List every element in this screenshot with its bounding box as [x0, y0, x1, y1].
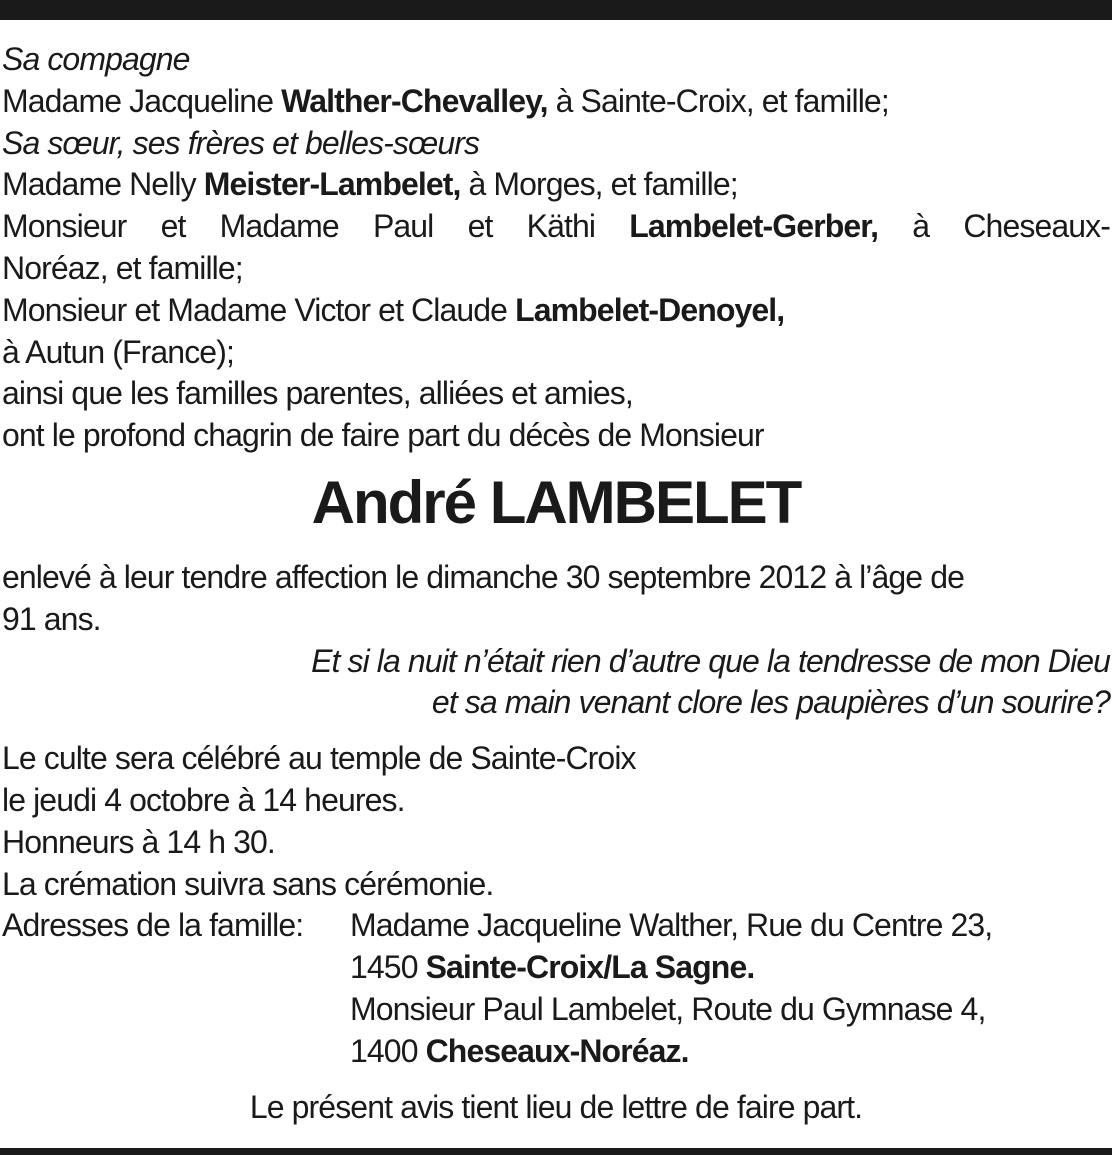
relation-heading: Sa sœur, ses frères et belles-sœurs [2, 124, 480, 161]
announcement-line: ont le profond chagrin de faire part du décès de Monsieur [2, 417, 764, 454]
obituary-notice [2, 39, 1110, 1128]
family-line: Noréaz, et famille; [2, 249, 243, 286]
address-row [2, 1031, 1110, 1073]
death-line: 91 ans. [2, 600, 101, 637]
quote-line: Et si la nuit n’était rien d’autre que la tendresse de mon Dieu [311, 642, 1110, 679]
addresses-label: Adresses de la famille: [2, 907, 304, 944]
text: Monsieur et Madame Paul et Käthi [2, 208, 630, 245]
family-surname: Walther-Chevalley, [281, 82, 548, 119]
service-line: le jeudi 4 octobre à 14 heures. [2, 781, 405, 818]
family-line [2, 290, 1110, 332]
relation-heading: Sa compagne [2, 41, 190, 77]
address-row [2, 947, 1110, 989]
family-surname: Lambelet-Gerber, [629, 208, 879, 245]
death-line: enlevé à leur tendre affection le dimanche 30 septembre 2012 à l’âge de [2, 558, 964, 595]
bottom-rule [0, 1148, 1112, 1155]
city: Cheseaux-Noréaz. [425, 1032, 689, 1069]
footer-note: Le présent avis tient lieu de lettre de faire part. [249, 1088, 863, 1125]
deceased-name: André LAMBELET [311, 468, 801, 536]
quote-line: et sa main venant clore les paupières d’un sourire? [431, 684, 1110, 721]
address-row [2, 905, 1110, 947]
family-line: à Autun (France); [2, 333, 234, 370]
text: Madame Jacqueline [2, 82, 282, 119]
text: à Cheseaux- [878, 208, 1110, 245]
text: à Morges, et famille; [460, 166, 738, 203]
address-line: Monsieur Paul Lambelet, Route du Gymnase 4, [350, 990, 986, 1027]
zip: 1400 [350, 1032, 426, 1069]
city: Sainte-Croix/La Sagne. [425, 949, 755, 986]
text: à Sainte-Croix, et famille; [547, 82, 889, 119]
service-line: La crémation suivra sans cérémonie. [2, 865, 494, 902]
top-rule [0, 0, 1112, 20]
service-line: Honneurs à 14 h 30. [2, 823, 275, 860]
address-line: Madame Jacqueline Walther, Rue du Centre 23, [350, 907, 993, 944]
zip: 1450 [350, 949, 426, 986]
family-line: ainsi que les familles parentes, alliées et amies, [2, 375, 633, 412]
family-surname: Lambelet-Denoyel, [515, 291, 785, 328]
family-line [2, 81, 1110, 123]
text: Monsieur et Madame Victor et Claude [2, 291, 516, 328]
text: Madame Nelly [2, 166, 204, 203]
service-line: Le culte sera célébré au temple de Sainte-Croix [2, 740, 636, 777]
family-line [2, 164, 1110, 206]
family-surname: Meister-Lambelet, [203, 166, 461, 203]
family-line [2, 206, 1110, 248]
